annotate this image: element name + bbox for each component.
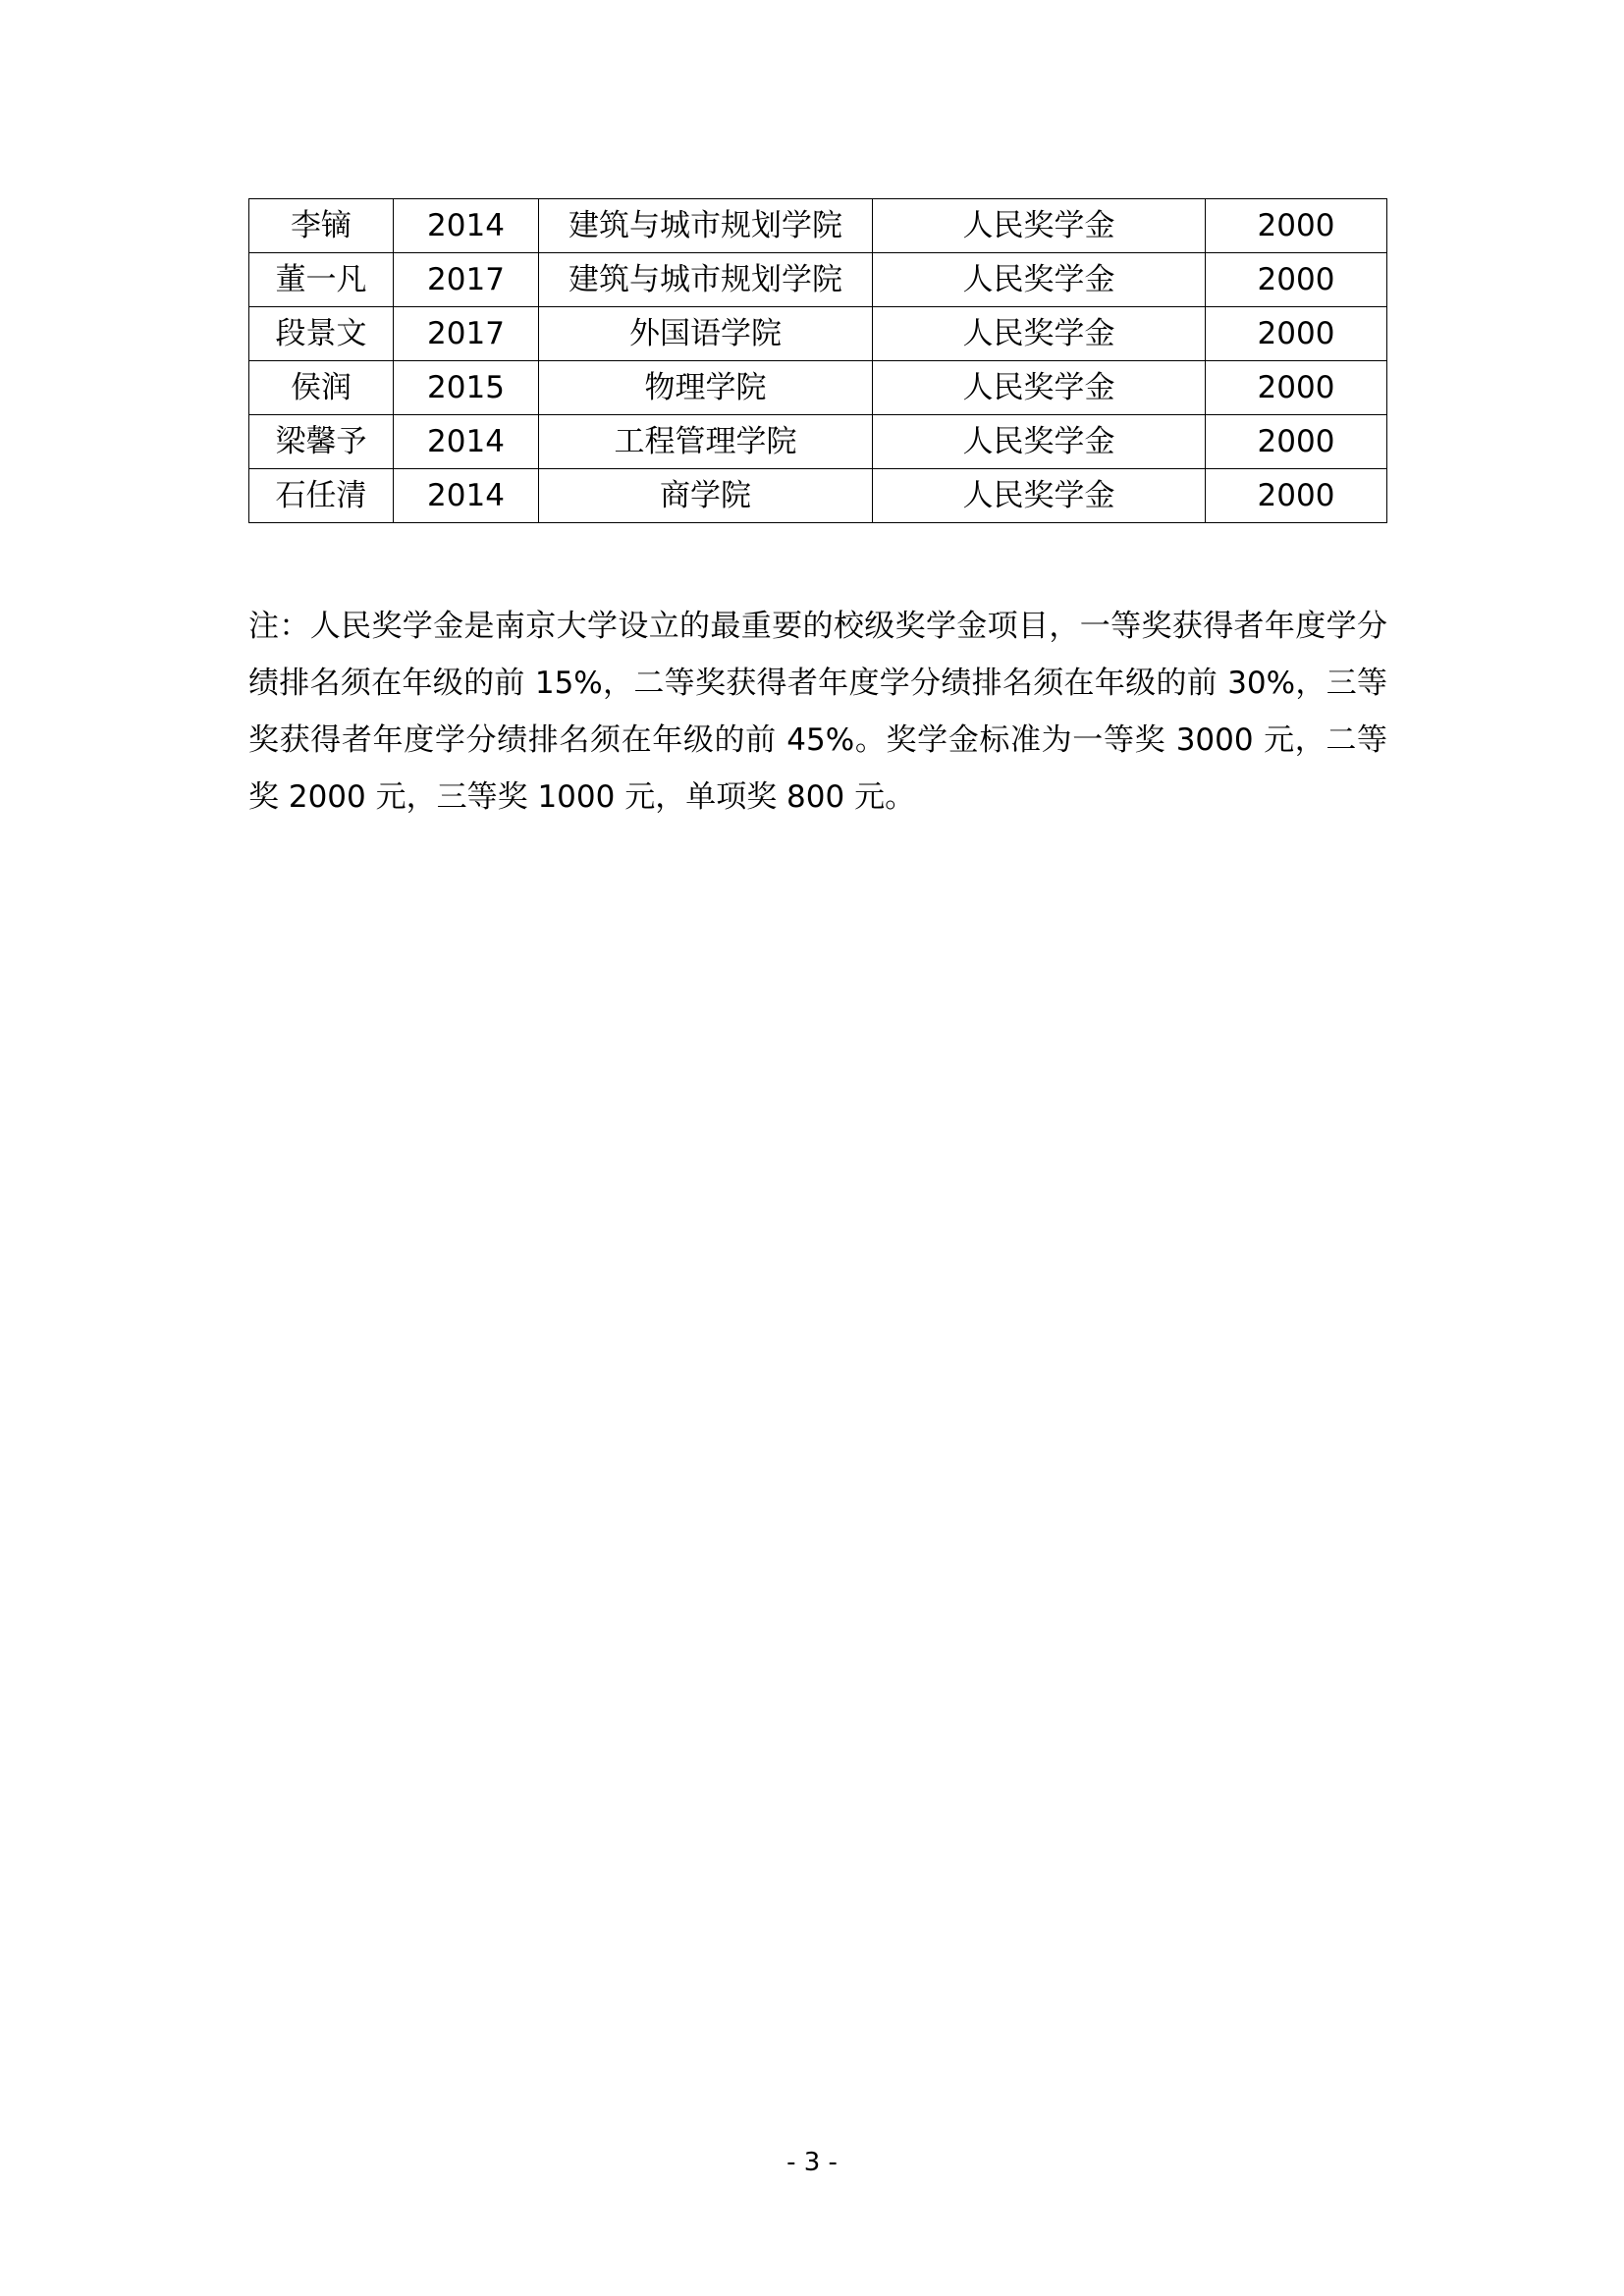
table-row xyxy=(249,469,1387,523)
school-cell: 外国语学院 xyxy=(539,307,873,361)
amount-cell: 2000 xyxy=(1206,307,1387,361)
scholarship-note: 注：人民奖学金是南京大学设立的最重要的校级奖学金项目，一等奖获得者年度学分绩排名须在年级的前 15%，二等奖获得者年度学分绩排名须在年级的前 30%，三等奖获得者年度学分绩排名须在年级的前 45%。奖学金标准为一等奖 3000 元，二等奖 2000 元，三等奖 1000 元，单项奖 800 元。 xyxy=(248,609,1387,815)
school-cell: 工程管理学院 xyxy=(539,415,873,469)
enrollment-year-cell: 2014 xyxy=(394,469,539,523)
award-cell: 人民奖学金 xyxy=(873,361,1206,415)
student-name-cell: 李镝 xyxy=(249,199,394,253)
award-cell: 人民奖学金 xyxy=(873,253,1206,307)
student-name-cell: 梁馨予 xyxy=(249,415,394,469)
amount-cell: 2000 xyxy=(1206,415,1387,469)
table-row xyxy=(249,199,1387,253)
award-cell: 人民奖学金 xyxy=(873,469,1206,523)
table-row xyxy=(249,253,1387,307)
award-cell: 人民奖学金 xyxy=(873,307,1206,361)
enrollment-year-cell: 2014 xyxy=(394,415,539,469)
table-row xyxy=(249,307,1387,361)
student-name-cell: 段景文 xyxy=(249,307,394,361)
enrollment-year-cell: 2014 xyxy=(394,199,539,253)
scholarship-table xyxy=(248,198,1387,523)
enrollment-year-cell: 2017 xyxy=(394,253,539,307)
student-name-cell: 董一凡 xyxy=(249,253,394,307)
enrollment-year-cell: 2015 xyxy=(394,361,539,415)
award-cell: 人民奖学金 xyxy=(873,415,1206,469)
school-cell: 建筑与城市规划学院 xyxy=(539,253,873,307)
enrollment-year-cell: 2017 xyxy=(394,307,539,361)
award-cell: 人民奖学金 xyxy=(873,199,1206,253)
school-cell: 商学院 xyxy=(539,469,873,523)
amount-cell: 2000 xyxy=(1206,199,1387,253)
school-cell: 建筑与城市规划学院 xyxy=(539,199,873,253)
table-row xyxy=(249,361,1387,415)
table-row xyxy=(249,415,1387,469)
amount-cell: 2000 xyxy=(1206,469,1387,523)
student-name-cell: 石任清 xyxy=(249,469,394,523)
amount-cell: 2000 xyxy=(1206,361,1387,415)
amount-cell: 2000 xyxy=(1206,253,1387,307)
student-name-cell: 侯润 xyxy=(249,361,394,415)
page-number: - 3 - xyxy=(786,2148,838,2177)
school-cell: 物理学院 xyxy=(539,361,873,415)
